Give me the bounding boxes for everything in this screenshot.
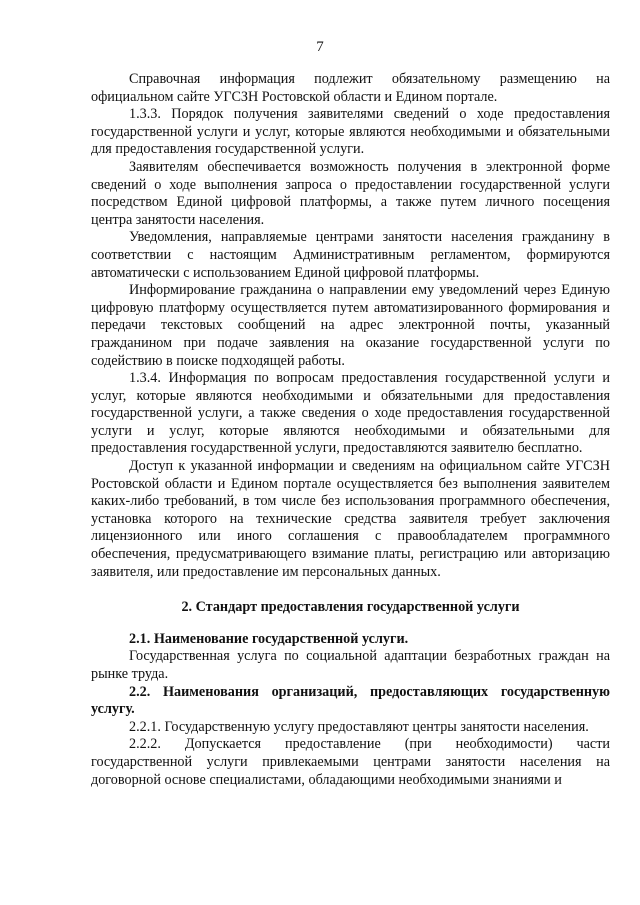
paragraph: Заявителям обеспечивается возможность получения в электронной форме сведений о ходе выполнения запроса о предоставлении государственной услуги посредством Единой цифровой платформы, а также путем личного посещения центра занятости населения. — [91, 158, 610, 228]
paragraph: 2.2.2. Допускается предоставление (при необходимости) части государственной услуги привлекаемыми центрами занятости населения на договорной основе специалистами, обладающими необходимыми знаниями и — [91, 736, 610, 788]
section-heading: 2. Стандарт предоставления государственной услуги — [181, 599, 520, 616]
paragraph: Государственная услуга по социальной адаптации безработных граждан на рынке труда. — [91, 648, 610, 682]
spacer — [91, 581, 610, 599]
paragraph: 1.3.4. Информация по вопросам предоставления государственной услуги и услуг, которые являются необходимыми и обязательными для предоставления государственной услуги, а также сведения о ходе предоставления государственной услуги и услуг, которые являются необходимыми и обязательными для предоставления государственной услуги, предоставляются заявителю бесплатно. — [91, 370, 610, 457]
paragraph: Информирование гражданина о направлении ему уведомлений через Единую цифровую платформу осуществляется путем автоматизированного формирования и передачи текстовых сообщений на адрес электронной почты, указанный гражданином при подаче заявления на оказание государственной услуги по содействию в поиске подходящей работы. — [91, 282, 610, 369]
page-number: 7 — [316, 39, 324, 55]
paragraph: 2.2.1. Государственную услугу предоставляют центры занятости населения. — [129, 718, 589, 735]
paragraph: Доступ к указанной информации и сведениям на официальном сайте УГСЗН Ростовской области и Едином портале осуществляется без выполнения заявителем каких-либо требований, в том числе без использования программного обеспечения, установка которого на технические средства заявителя требует заключения лицензионного или иного соглашения с правообладателем программного обеспечения, предусматривающего взимание платы, регистрацию или авторизацию заявителя, или предоставление им персональных данных. — [91, 458, 610, 580]
paragraph: Справочная информация подлежит обязательному размещению на официальном сайте УГСЗН Ростовской области и Едином портале. — [91, 71, 610, 105]
paragraph: Уведомления, направляемые центрами занятости населения гражданину в соответствии с настоящим Административным регламентом, формируются автоматически с использованием Единой цифровой платформы. — [91, 229, 610, 281]
spacer — [91, 617, 610, 631]
paragraph: 1.3.3. Порядок получения заявителями сведений о ходе предоставления государственной услуги и услуг, которые являются необходимыми и обязательными для предоставления государственной услуги. — [91, 106, 610, 158]
subsection-heading: 2.2. Наименования организаций, предоставляющих государственную услугу. — [91, 683, 610, 718]
subsection-heading: 2.1. Наименование государственной услуги. — [129, 630, 409, 647]
document-body — [91, 71, 610, 789]
